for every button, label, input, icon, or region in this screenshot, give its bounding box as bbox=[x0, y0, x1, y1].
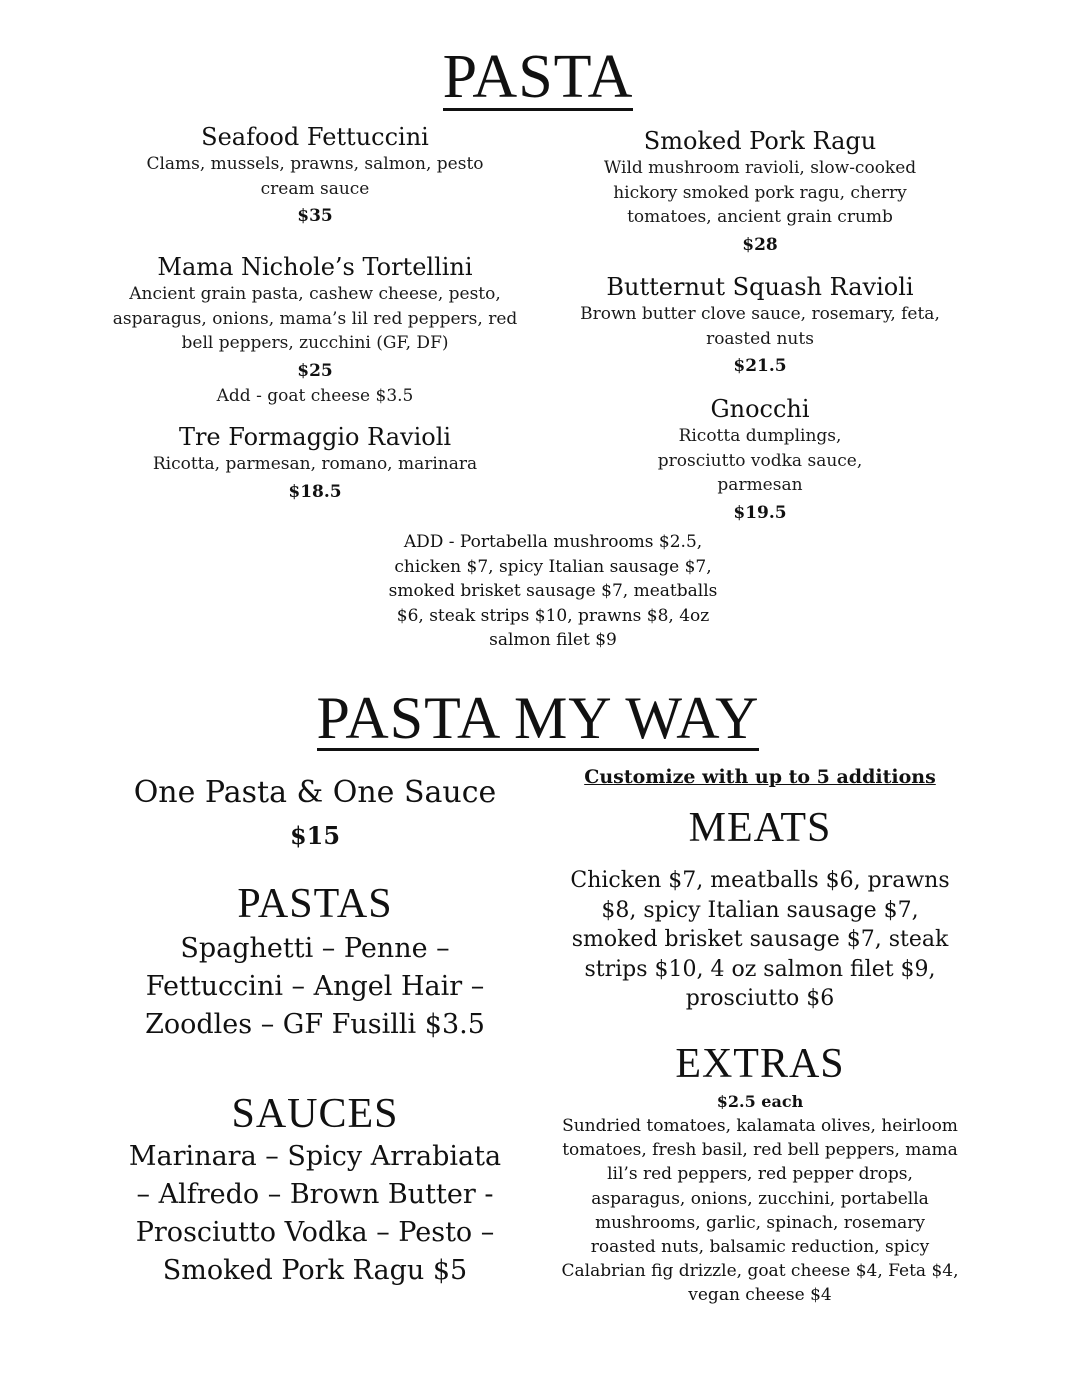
menu-item-butternut-squash-ravioli bbox=[560, 272, 960, 379]
item-description: Clams, mussels, prawns, salmon, pesto cream sauce bbox=[146, 154, 484, 199]
pastas-heading: PASTAS bbox=[237, 881, 393, 927]
meats-heading: MEATS bbox=[688, 805, 832, 851]
item-description: Brown butter clove sauce, rosemary, feta, roasted nuts bbox=[580, 304, 940, 349]
meats-list: Chicken $7, meatballs $6, prawns $8, spicy Italian sausage $7, smoked brisket sausage $7, steak strips $10, 4 oz salmon filet $9, prosciutto $6 bbox=[570, 868, 950, 1011]
pasta-my-way-base bbox=[110, 772, 520, 858]
item-description: Ricotta, parmesan, romano, marinara bbox=[152, 454, 478, 474]
item-description: Wild mushroom ravioli, slow-cooked hickory smoked pork ragu, cherry tomatoes, ancient grain crumb bbox=[603, 158, 917, 227]
pastas-section bbox=[120, 880, 510, 1044]
item-description: Ancient grain pasta, cashew cheese, pesto, asparagus, onions, mama’s lil red peppers, red bell peppers, zucchini (GF, DF) bbox=[112, 284, 518, 353]
item-addon: Add - goat cheese $3.5 bbox=[216, 385, 414, 406]
meats-section bbox=[560, 804, 960, 1014]
pasta-my-way-title bbox=[0, 685, 1076, 751]
menu-item-gnocchi bbox=[560, 394, 960, 526]
item-name: Mama Nichole’s Tortellini bbox=[157, 253, 473, 281]
pasta-section-title bbox=[0, 43, 1076, 111]
menu-item-mama-nicholes-tortellini bbox=[110, 252, 520, 408]
sauces-list: Marinara – Spicy Arrabiata – Alfredo – Brown Butter - Prosciutto Vodka – Pesto – Smoked Pork Ragu $5 bbox=[128, 1141, 502, 1286]
item-name: Smoked Pork Ragu bbox=[643, 127, 877, 155]
extras-price: $2.5 each bbox=[716, 1092, 804, 1111]
pasta-add-on-note: ADD - Portabella mushrooms $2.5, chicken $7, spicy Italian sausage $7, smoked brisket sausage $7, meatballs $6, steak strips $10, prawns $8, 4oz salmon filet $9 bbox=[388, 532, 718, 650]
item-price: $19.5 bbox=[733, 502, 787, 523]
menu-item-seafood-fettuccini bbox=[110, 122, 520, 229]
base-label: One Pasta & One Sauce bbox=[133, 775, 497, 810]
pasta-title-text: PASTA bbox=[442, 43, 634, 111]
pastas-list: Spaghetti – Penne – Fettuccini – Angel Hair – Zoodles – GF Fusilli $3.5 bbox=[145, 933, 485, 1040]
menu-item-tre-formaggio-ravioli bbox=[110, 422, 520, 505]
pasta-my-way-title-text: PASTA MY WAY bbox=[316, 685, 760, 751]
item-description: Ricotta dumplings, prosciutto vodka sauce, parmesan bbox=[657, 426, 863, 495]
item-price: $25 bbox=[297, 360, 333, 381]
extras-heading: EXTRAS bbox=[675, 1041, 845, 1087]
item-price: $18.5 bbox=[288, 481, 342, 502]
extras-section bbox=[560, 1040, 960, 1308]
item-name: Seafood Fettuccini bbox=[201, 123, 429, 151]
extras-list: Sundried tomatoes, kalamata olives, heirloom tomatoes, fresh basil, red bell peppers, mama lil’s red peppers, red pepper drops, asparagus, onions, zucchini, portabella mushrooms, garlic, spinach, rosemary roasted nuts, balsamic reduction, spicy Calabrian fig drizzle, goat cheese $4, Feta $4, vegan cheese $4 bbox=[561, 1116, 959, 1306]
item-name: Tre Formaggio Ravioli bbox=[178, 423, 452, 451]
item-price: $21.5 bbox=[733, 356, 787, 376]
customize-note: Customize with up to 5 additions bbox=[584, 766, 936, 788]
item-name: Butternut Squash Ravioli bbox=[606, 273, 914, 301]
item-name: Gnocchi bbox=[710, 395, 810, 423]
sauces-heading: SAUCES bbox=[231, 1091, 399, 1137]
item-price: $35 bbox=[297, 206, 333, 226]
menu-item-smoked-pork-ragu bbox=[560, 126, 960, 258]
sauces-section bbox=[120, 1090, 510, 1290]
base-price: $15 bbox=[289, 821, 341, 850]
item-price: $28 bbox=[742, 234, 778, 255]
